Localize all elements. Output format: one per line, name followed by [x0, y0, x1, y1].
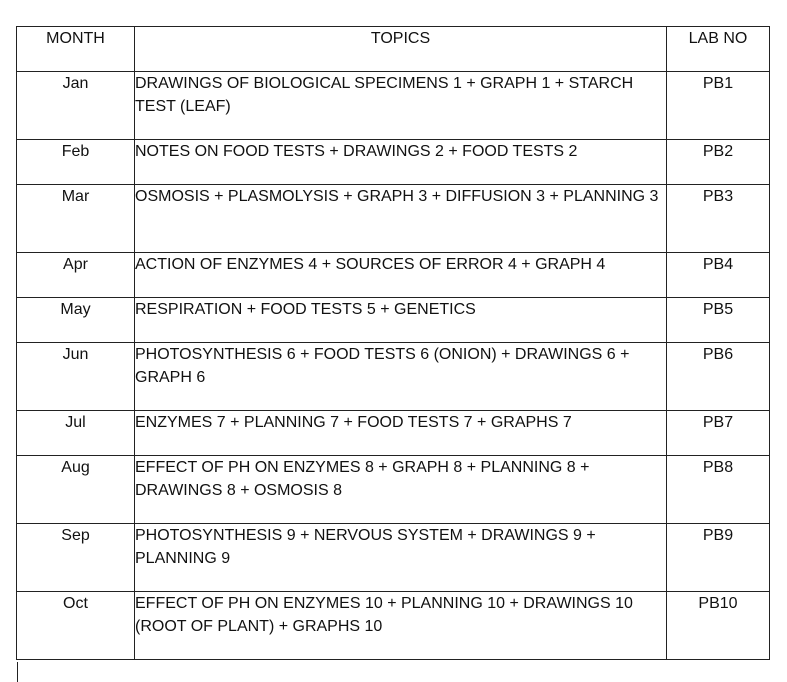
topics-cell: ACTION OF ENZYMES 4 + SOURCES OF ERROR 4 + GRAPH 4 — [135, 253, 667, 298]
lab-no-cell: PB1 — [667, 72, 770, 140]
table-row — [17, 185, 770, 253]
month-cell: Jun — [17, 343, 135, 411]
table-row — [17, 411, 770, 456]
table-row — [17, 72, 770, 140]
lab-no-cell: PB8 — [667, 456, 770, 524]
lab-no-cell: PB2 — [667, 140, 770, 185]
table-row — [17, 592, 770, 660]
table-row — [17, 298, 770, 343]
month-cell: Mar — [17, 185, 135, 253]
month-cell: Sep — [17, 524, 135, 592]
topics-cell: PHOTOSYNTHESIS 6 + FOOD TESTS 6 (ONION) + DRAWINGS 6 + GRAPH 6 — [135, 343, 667, 411]
lab-no-cell: PB9 — [667, 524, 770, 592]
header-topics: TOPICS — [135, 27, 667, 72]
month-cell: Aug — [17, 456, 135, 524]
month-cell: Apr — [17, 253, 135, 298]
table-row — [17, 456, 770, 524]
lab-no-cell: PB3 — [667, 185, 770, 253]
lab-no-cell: PB5 — [667, 298, 770, 343]
lab-no-cell: PB6 — [667, 343, 770, 411]
topics-cell: EFFECT OF PH ON ENZYMES 8 + GRAPH 8 + PLANNING 8 + DRAWINGS 8 + OSMOSIS 8 — [135, 456, 667, 524]
topics-cell: NOTES ON FOOD TESTS + DRAWINGS 2 + FOOD TESTS 2 — [135, 140, 667, 185]
topics-cell: RESPIRATION + FOOD TESTS 5 + GENETICS — [135, 298, 667, 343]
topics-cell: ENZYMES 7 + PLANNING 7 + FOOD TESTS 7 + GRAPHS 7 — [135, 411, 667, 456]
topics-cell: OSMOSIS + PLASMOLYSIS + GRAPH 3 + DIFFUSION 3 + PLANNING 3 — [135, 185, 667, 253]
lab-no-cell: PB10 — [667, 592, 770, 660]
table-row — [17, 343, 770, 411]
table-row — [17, 140, 770, 185]
lab-no-cell: PB4 — [667, 253, 770, 298]
month-cell: Jul — [17, 411, 135, 456]
table-header-row — [17, 27, 770, 72]
topics-cell: DRAWINGS OF BIOLOGICAL SPECIMENS 1 + GRAPH 1 + STARCH TEST (LEAF) — [135, 72, 667, 140]
topics-cell: EFFECT OF PH ON ENZYMES 10 + PLANNING 10 + DRAWINGS 10 (ROOT OF PLANT) + GRAPHS 10 — [135, 592, 667, 660]
topics-cell: PHOTOSYNTHESIS 9 + NERVOUS SYSTEM + DRAWINGS 9 + PLANNING 9 — [135, 524, 667, 592]
month-cell: Oct — [17, 592, 135, 660]
lab-schedule-table — [16, 26, 770, 660]
month-cell: May — [17, 298, 135, 343]
table-row — [17, 253, 770, 298]
header-lab-no: LAB NO — [667, 27, 770, 72]
page-edge-line — [17, 662, 18, 682]
table-row — [17, 524, 770, 592]
month-cell: Jan — [17, 72, 135, 140]
lab-no-cell: PB7 — [667, 411, 770, 456]
header-month: MONTH — [17, 27, 135, 72]
month-cell: Feb — [17, 140, 135, 185]
